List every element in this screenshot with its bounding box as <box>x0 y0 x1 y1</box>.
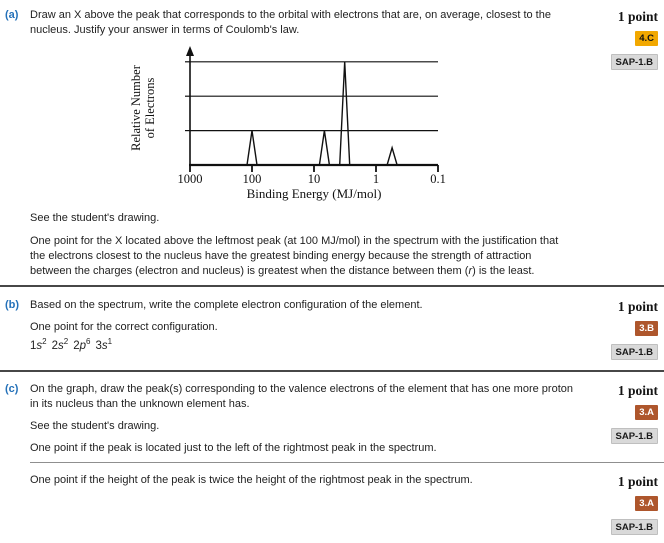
part-c-points-label-1: 1 point <box>617 383 658 399</box>
svg-text:Binding Energy (MJ/mol): Binding Energy (MJ/mol) <box>246 185 382 201</box>
part-c-see-drawing: See the student's drawing. <box>30 419 160 432</box>
part-a-scoring-note <box>30 234 574 279</box>
scoring-note-pre: One point for the X located above the leftmost peak (at 100 MJ/mol) in the spectrum with the justification that the electrons closest to the nucleus have the greatest binding energy because the strength of attraction between the charges (electron and nucleus) is greatest when the distance between them ( <box>30 234 559 277</box>
part-b-main <box>30 298 584 360</box>
part-c-question: On the graph, draw the peak(s) corresponding to the valence electrons of the element that has one more proton in its nucleus than the unknown element has. <box>30 383 573 410</box>
svg-text:1: 1 <box>372 171 380 186</box>
part-a-label: (a) <box>5 9 19 21</box>
part-a-main <box>30 8 584 279</box>
part-c <box>0 372 664 462</box>
part-c-scoring-note-1: One point if the peak is located just to the left of the rightmost peak in the spectrum. <box>30 441 437 454</box>
part-b-points-col <box>584 298 664 360</box>
part-c-row-2-label-col <box>0 473 30 535</box>
part-c-label: (c) <box>5 383 19 396</box>
part-a-points-col <box>584 8 664 279</box>
spectrum-chart <box>93 44 574 207</box>
part-b-question: Based on the spectrum, write the complete electron configuration of the element. <box>30 298 423 311</box>
part-c-row-2 <box>0 463 664 543</box>
part-a-points-label: 1 point <box>617 9 658 24</box>
part-c-main <box>30 382 584 456</box>
orbital-term: $2s^2$ <box>51 336 69 352</box>
svg-text:of Electrons: of Electrons <box>143 77 157 139</box>
part-b <box>0 287 664 370</box>
svg-text:Relative Number: Relative Number <box>129 65 143 151</box>
electron-configuration <box>30 336 574 355</box>
part-c-label-col <box>0 382 30 456</box>
part-a-label-col <box>0 8 30 279</box>
part-a-question: Draw an X above the peak that corresponds to the orbital with electrons that are, on average, closest to the nucleus. Justify your answer in terms of Coulomb's law. <box>30 9 551 36</box>
part-b-standard-badge: SAP-1.B <box>611 344 658 361</box>
spectrum-svg <box>93 44 453 202</box>
part-c-scoring-note-2: One point if the height of the peak is twice the height of the rightmost peak in the spectrum. <box>30 473 473 486</box>
part-a-standard-badge: SAP-1.B <box>611 54 658 71</box>
scoring-note-post: ) is the least. <box>472 264 535 277</box>
part-b-skill-badge: 3.B <box>635 321 658 336</box>
orbital-term: $2p^6$ <box>73 336 91 352</box>
variable-r: r <box>468 264 473 277</box>
part-b-points-label: 1 point <box>617 298 658 314</box>
svg-text:100: 100 <box>242 171 262 186</box>
part-b-scoring-note: One point for the correct configuration. <box>30 320 218 333</box>
svg-text:1000: 1000 <box>177 171 203 186</box>
part-c-row-2-main <box>30 473 584 535</box>
part-b-label-col <box>0 298 30 360</box>
svg-text:10: 10 <box>307 171 321 186</box>
part-c-skill-badge-1: 3.A <box>635 405 658 420</box>
part-c-standard-badge-2: SAP-1.B <box>611 519 658 536</box>
orbital-term: $3s^1$ <box>95 336 113 352</box>
part-a-skill-badge: 4.C <box>635 31 658 46</box>
part-c-points-col-2 <box>584 473 664 535</box>
part-b-label: (b) <box>5 298 20 311</box>
part-c-skill-badge-2: 3.A <box>635 496 658 511</box>
part-c-standard-badge-1: SAP-1.B <box>611 428 658 445</box>
part-c-points-col-1 <box>584 382 664 456</box>
part-c-points-label-2: 1 point <box>617 473 658 489</box>
part-a-see-drawing: See the student's drawing. <box>30 211 160 224</box>
svg-text:0.1: 0.1 <box>430 171 446 186</box>
orbital-term: $1s^2$ <box>30 336 47 352</box>
spectrum-trace <box>190 62 438 165</box>
